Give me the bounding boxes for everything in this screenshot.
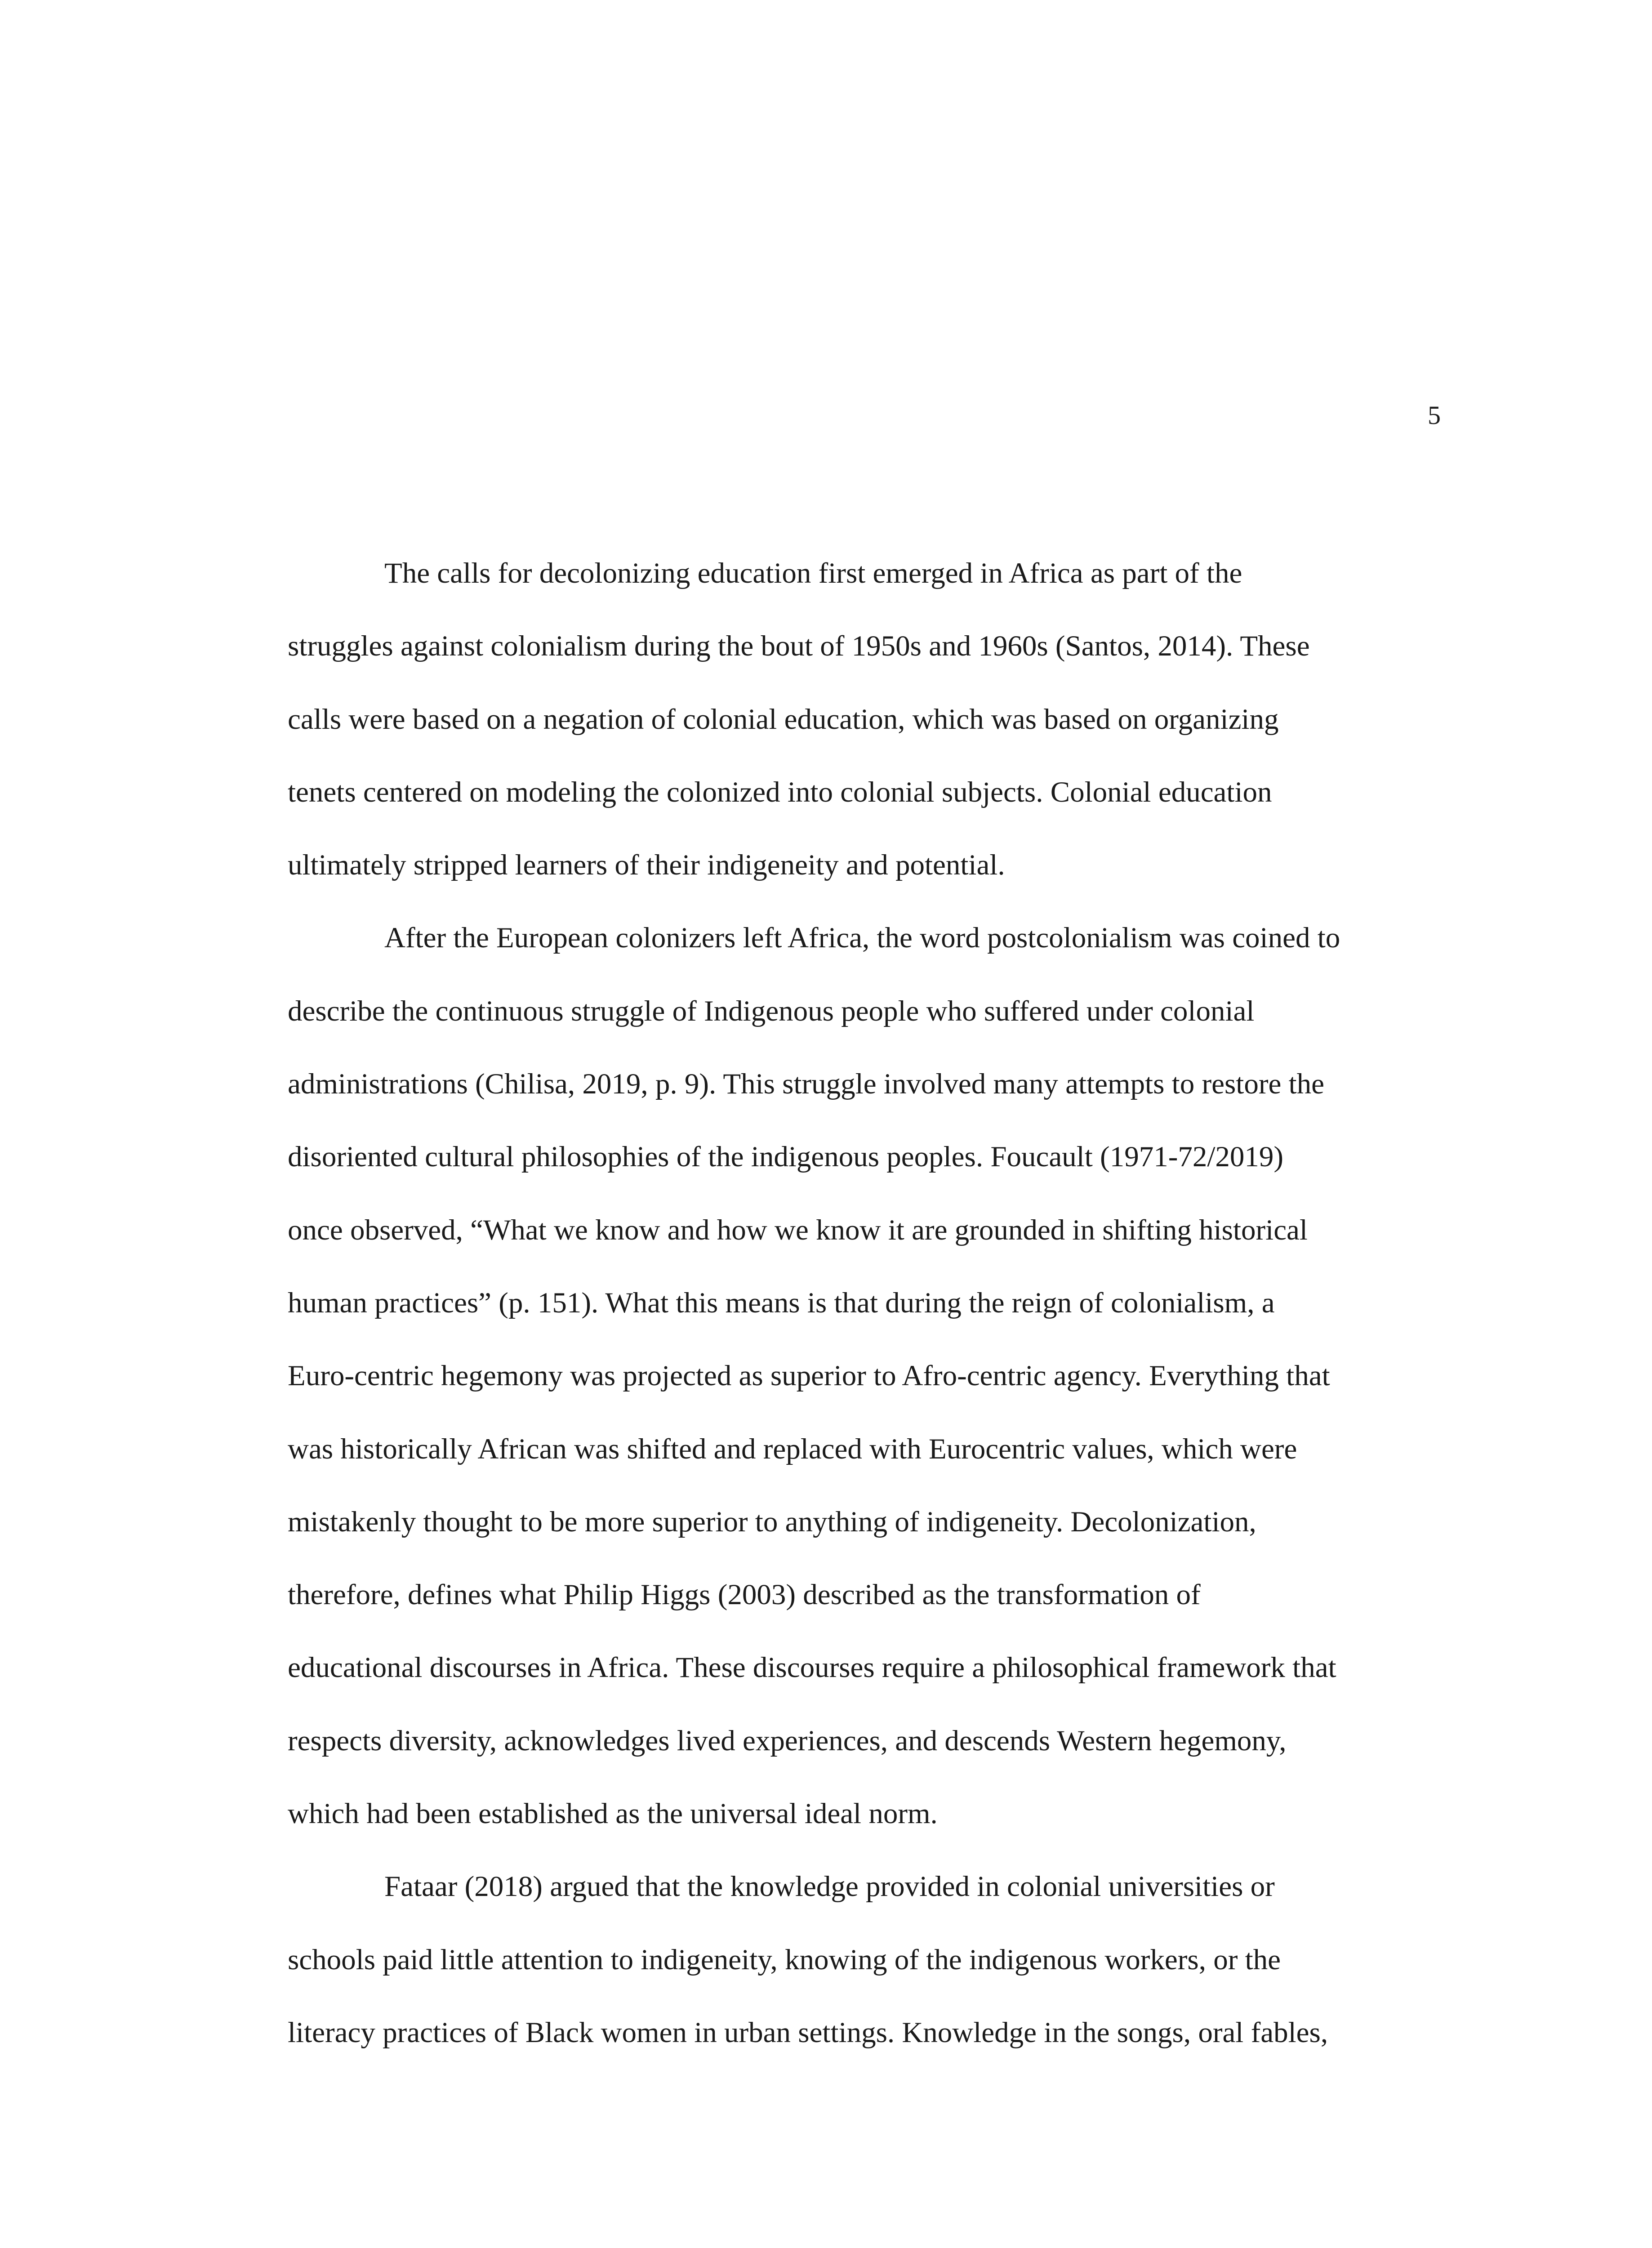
text-line: administrations (Chilisa, 2019, p. 9). This struggle involved many attempts to restore the bbox=[288, 1068, 1324, 1101]
text-line: Fataar (2018) argued that the knowledge provided in colonial universities or bbox=[384, 1870, 1275, 1903]
body-text bbox=[288, 551, 1443, 2083]
text-line: mistakenly thought to be more superior to anything of indigeneity. Decolonization, bbox=[288, 1505, 1256, 1538]
paragraph bbox=[288, 551, 1443, 915]
text-line: describe the continuous struggle of Indigenous people who suffered under colonial bbox=[288, 995, 1255, 1027]
text-line: was historically African was shifted and replaced with Eurocentric values, which were bbox=[288, 1432, 1297, 1465]
paragraph bbox=[288, 915, 1443, 1864]
paragraph bbox=[288, 1864, 1443, 2083]
text-line: ultimately stripped learners of their indigeneity and potential. bbox=[288, 849, 1005, 882]
text-line: tenets centered on modeling the colonized into colonial subjects. Colonial education bbox=[288, 776, 1272, 808]
text-line: which had been established as the universal ideal norm. bbox=[288, 1798, 938, 1830]
text-line: educational discourses in Africa. These discourses require a philosophical framework that bbox=[288, 1651, 1336, 1684]
text-line: literacy practices of Black women in urban settings. Knowledge in the songs, oral fables, bbox=[288, 2016, 1328, 2049]
text-line: calls were based on a negation of colonial education, which was based on organizing bbox=[288, 703, 1279, 736]
text-line: The calls for decolonizing education first emerged in Africa as part of the bbox=[384, 557, 1242, 589]
text-line: Euro-centric hegemony was projected as superior to Afro-centric agency. Everything that bbox=[288, 1360, 1330, 1392]
text-line: once observed, “What we know and how we know it are grounded in shifting historical bbox=[288, 1213, 1308, 1246]
text-line: therefore, defines what Philip Higgs (2003) described as the transformation of bbox=[288, 1579, 1201, 1611]
text-line: After the European colonizers left Africa, the word postcolonialism was coined to bbox=[384, 922, 1340, 955]
text-line: disoriented cultural philosophies of the indigenous peoples. Foucault (1971-72/2019) bbox=[288, 1141, 1284, 1173]
text-line: human practices” (p. 151). What this means is that during the reign of colonialism, a bbox=[288, 1286, 1275, 1319]
text-line: schools paid little attention to indigeneity, knowing of the indigenous workers, or the bbox=[288, 1943, 1281, 1976]
text-line: struggles against colonialism during the bout of 1950s and 1960s (Santos, 2014). These bbox=[288, 630, 1310, 663]
text-line: respects diversity, acknowledges lived experiences, and descends Western hegemony, bbox=[288, 1724, 1287, 1757]
page-number: 5 bbox=[1428, 401, 1441, 430]
